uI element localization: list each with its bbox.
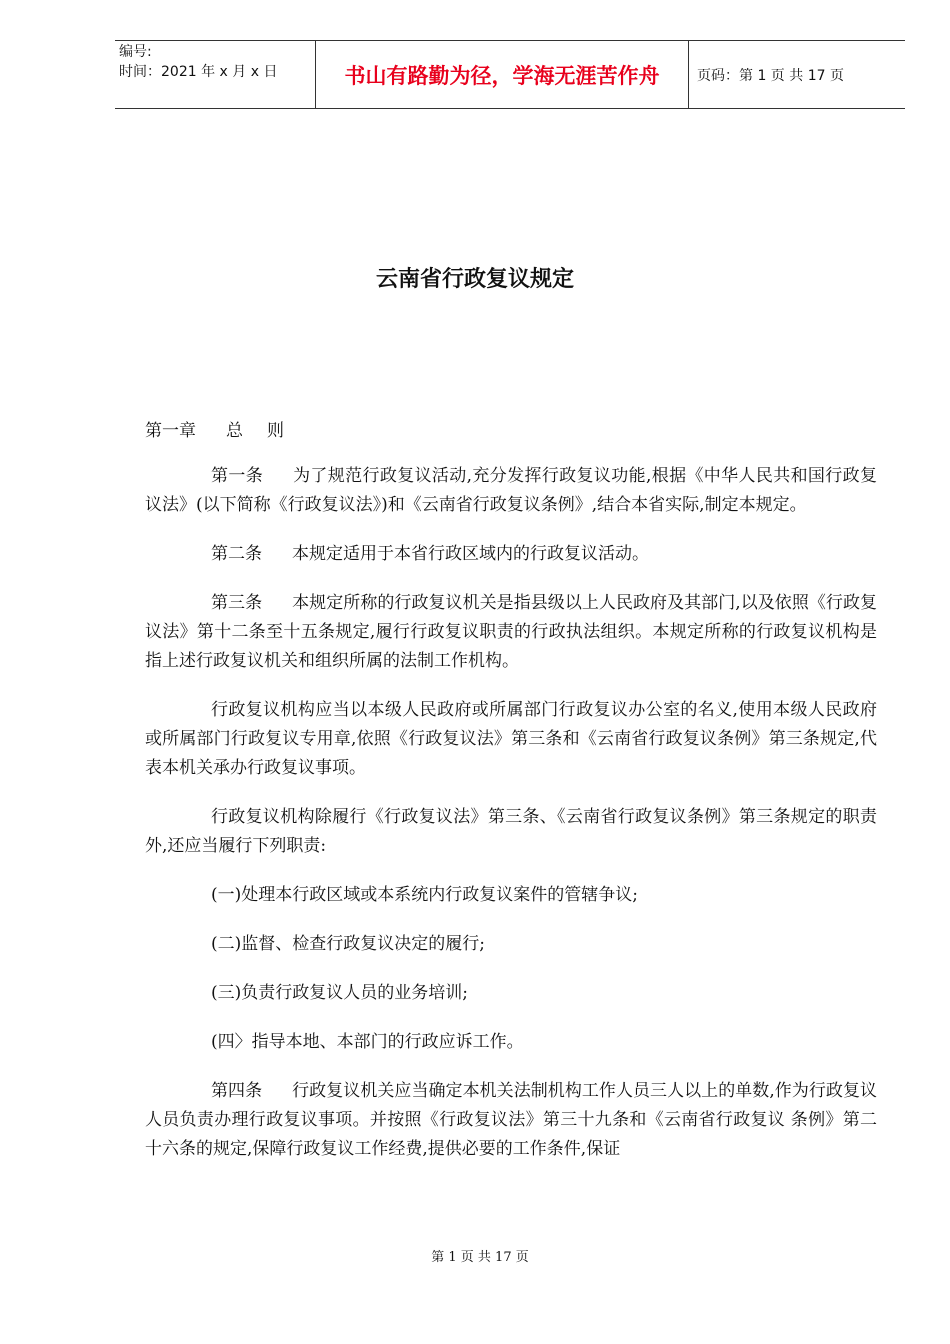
document-title: 云南省行政复议规定	[375, 267, 574, 292]
article-4	[145, 1077, 877, 1164]
article-text: 本规定适用于本省行政区域内的行政复议活动。	[292, 544, 649, 564]
article-label: 第三条	[211, 593, 263, 613]
list-item: (四〉指导本地、本部门的行政应诉工作。	[211, 1032, 524, 1052]
number-label: 编号:	[119, 44, 152, 60]
chapter-name-part1: 总	[226, 421, 243, 441]
chapter-heading	[145, 418, 877, 444]
list-item: (一)处理本行政区域或本系统内行政复议案件的管辖争议;	[211, 885, 638, 905]
article-label: 第二条	[211, 544, 262, 564]
article-text: 行政复议机关应当确定本机关法制机构工作人员三人以上的单数,作为行政复议人员负责办理行政复议事项。并按照《行政复议法》第三十九条和《云南省行政复议 条例》第二十六条的规定,保障行政复议工作经费,提供必要的工作条件,保证	[145, 1081, 878, 1159]
list-item: (三)负责行政复议人员的业务培训;	[211, 983, 468, 1003]
article-3	[145, 589, 877, 676]
article-text: 为了规范行政复议活动,充分发挥行政复议功能,根据《中华人民共和国行政复议法》(以下简称《行政复议法》)和《云南省行政复议条例》,结合本省实际,制定本规定。	[145, 466, 878, 515]
motto: 书山有路勤为径，学海无涯苦作舟	[315, 41, 689, 108]
chapter-number: 第一章	[145, 421, 196, 441]
chapter-name-part2: 则	[267, 421, 284, 441]
article-label: 第一条	[211, 466, 264, 486]
time-label: 时间：2021 年 x 月 x 日	[119, 64, 278, 80]
page-header	[115, 40, 905, 109]
article-label: 第四条	[211, 1081, 263, 1101]
article-2	[145, 540, 877, 569]
header-page-info: 页码：第 1 页 共 17 页	[697, 67, 844, 84]
list-item: (二)监督、检查行政复议决定的履行;	[211, 934, 485, 954]
document-body	[145, 418, 877, 1184]
paragraph: 行政复议机构除履行《行政复议法》第三条、《云南省行政复议条例》第三条规定的职责外,还应当履行下列职责:	[145, 807, 877, 856]
header-meta	[115, 41, 315, 108]
article-1	[145, 462, 877, 520]
paragraph: 行政复议机构应当以本级人民政府或所属部门行政复议办公室的名义,使用本级人民政府或所属部门行政复议专用章,依照《行政复议法》第三条和《云南省行政复议条例》第三条规定,代表本机关承办行政复议事项。	[145, 700, 877, 778]
article-text: 本规定所称的行政复议机关是指县级以上人民政府及其部门,以及依照《行政复议法》第十二条至十五条规定,履行行政复议职责的行政执法组织。本规定所称的行政复议机构是指上述行政复议机关和组织所属的法制工作机构。	[145, 593, 878, 671]
page-footer: 第 1 页 共 17 页	[431, 1250, 529, 1265]
